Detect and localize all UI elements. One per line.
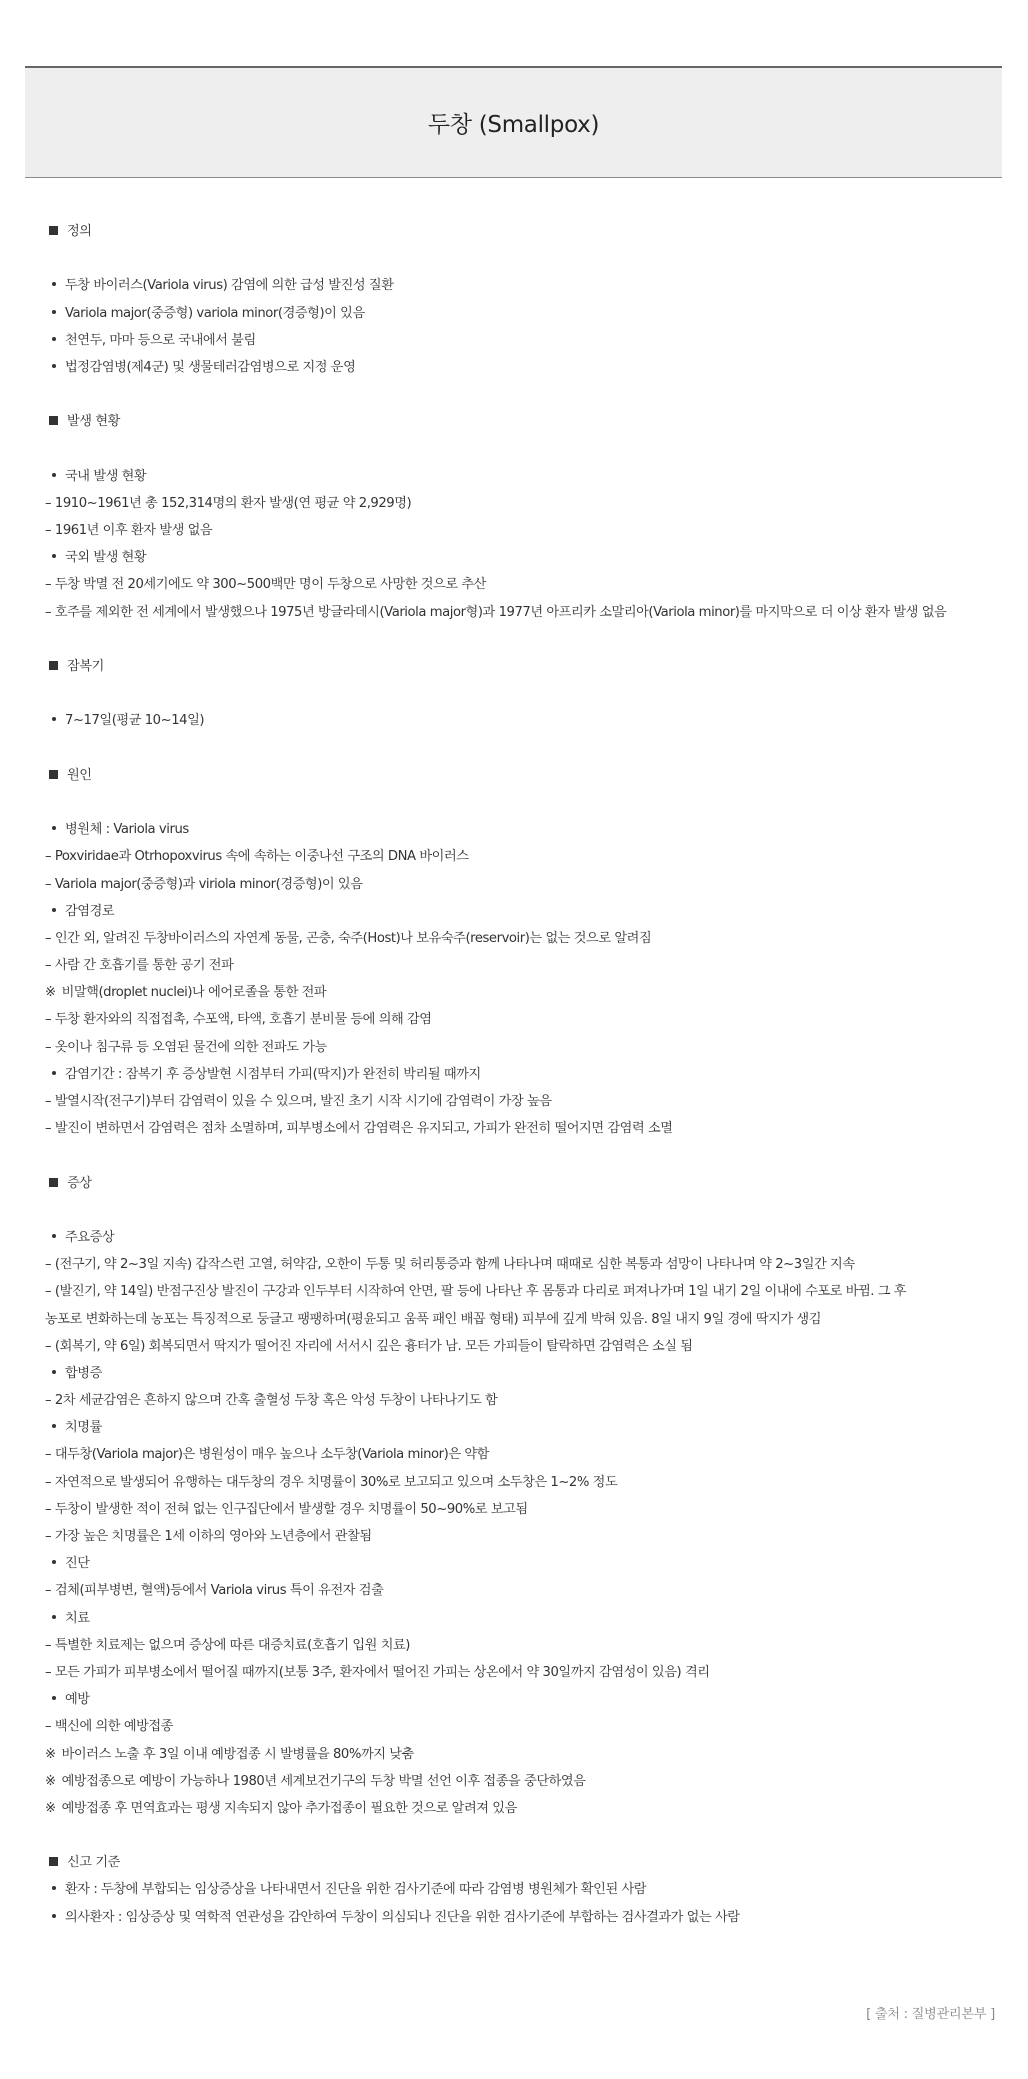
- item-text: 진단: [65, 1556, 90, 1572]
- item-text: 합병증: [65, 1365, 102, 1381]
- item-text: – 가장 높은 치명률은 1세 이하의 영아와 노년층에서 관찰됨: [45, 1529, 372, 1544]
- item-text: – Variola major(중증형)과 viriola minor(경증형)이 있음: [45, 876, 363, 892]
- item-text: – 1961년 이후 환자 발생 없음: [45, 523, 213, 539]
- item-text: 예방접종으로 예방이 가능하나 1980년 세계보건기구의 두창 박멸 선언 이후 접종을 중단하였음: [61, 1773, 586, 1789]
- detail-item: [45, 517, 1005, 544]
- heading-spacer: [45, 245, 1005, 272]
- bullet-dot-icon: [52, 1370, 56, 1374]
- section-spacer: [45, 381, 1005, 408]
- item-text: 예방: [65, 1692, 90, 1708]
- note-item: [45, 1795, 1005, 1822]
- item-text: – 발진이 변하면서 감염력은 점차 소멸하며, 피부병소에서 감염력은 유지되고, 가피가 완전히 떨어지면 감염력 소멸: [45, 1121, 673, 1137]
- detail-item: [45, 871, 1005, 898]
- section-spacer: [45, 1142, 1005, 1169]
- item-text: 바이러스 노출 후 3일 이내 예방접종 시 발병률을 80%까지 낮춤: [61, 1746, 414, 1762]
- bullet-item: [45, 300, 1005, 327]
- heading-spacer: [45, 436, 1005, 463]
- item-text: – (전구기, 약 2~3일 지속) 갑작스런 고열, 허약감, 오한이 두통 및 허리통증과 함께 나타나며 때때로 심한 복통과 섬망이 나타나며 약 2~3일간 지속: [45, 1257, 855, 1273]
- bullet-dot-icon: [52, 1615, 56, 1619]
- item-text: 감염경로: [65, 903, 115, 919]
- section-heading-text: 원인: [67, 767, 92, 783]
- detail-item: [45, 1496, 1005, 1523]
- item-text: – 두창 환자와의 직접접촉, 수포액, 타액, 호흡기 분비물 등에 의해 감염: [45, 1012, 432, 1028]
- bullet-dot-icon: [52, 337, 56, 341]
- item-text: – (발진기, 약 14일) 반점구진상 발진이 구강과 인두부터 시작하여 안면, 팔 등에 나타난 후 몸통과 다리로 퍼져나가며 1일 내기 2일 이내에 수포로 바뀜. 그 후: [45, 1284, 907, 1300]
- detail-item: [45, 1333, 1005, 1360]
- bullet-dot-icon: [52, 282, 56, 286]
- section-heading-text: 신고 기준: [67, 1855, 120, 1871]
- bullet-dot-icon: [52, 473, 56, 477]
- item-text: 천연두, 마마 등으로 국내에서 불림: [65, 332, 256, 348]
- item-text: – 발열시작(전구기)부터 감염력이 있을 수 있으며, 발진 초기 시작 시기에 감염력이 가장 높음: [45, 1094, 552, 1109]
- section-heading-text: 증상: [67, 1175, 92, 1191]
- bullet-dot-icon: [52, 554, 56, 558]
- bullet-dot-icon: [52, 1424, 56, 1428]
- bullet-item: [45, 463, 1005, 490]
- detail-item: [45, 1387, 1005, 1414]
- item-text: Variola major(중증형) variola minor(경증형)이 있음: [65, 305, 365, 321]
- bullet-item: [45, 272, 1005, 299]
- source-credit: [ 출처 : 질병관리본부 ]: [866, 2007, 995, 2022]
- detail-item: [45, 843, 1005, 870]
- square-bullet-icon: [49, 661, 58, 670]
- detail-item: [45, 571, 1005, 598]
- item-text: 환자 : 두창에 부합되는 임상증상을 나타내면서 진단을 위한 검사기준에 따라 감염병 병원체가 확인된 사람: [65, 1882, 647, 1898]
- item-text: 비말핵(droplet nuclei)나 에어로졸을 통한 전파: [61, 985, 327, 1001]
- bullet-item: [45, 327, 1005, 354]
- page-title: 두창 (Smallpox): [427, 112, 600, 138]
- bullet-item: [45, 707, 1005, 734]
- detail-item: [45, 1251, 1005, 1278]
- detail-item: [45, 1659, 1005, 1686]
- bullet-dot-icon: [52, 364, 56, 368]
- section-heading: [45, 408, 1005, 435]
- bullet-dot-icon: [52, 1696, 56, 1700]
- square-bullet-icon: [49, 1857, 58, 1866]
- item-text: 치료: [65, 1610, 90, 1626]
- detail-item: [45, 1469, 1005, 1496]
- item-text: 병원체 : Variola virus: [65, 822, 189, 838]
- item-text: 농포로 변화하는데 농포는 특징적으로 둥글고 팽팽하며(평윤되고 움푹 패인 배꼽 형태) 피부에 깊게 박혀 있음. 8일 내지 9일 경에 딱지가 생김: [45, 1311, 822, 1327]
- article-content: [45, 218, 1005, 1931]
- section-heading: [45, 653, 1005, 680]
- item-text: 국외 발생 현황: [65, 550, 147, 566]
- item-text: 국내 발생 현황: [65, 468, 147, 484]
- bullet-dot-icon: [52, 1886, 56, 1890]
- bullet-item: [45, 1605, 1005, 1632]
- item-text: – 백신에 의한 예방접종: [45, 1719, 173, 1735]
- detail-item: [45, 1006, 1005, 1033]
- section-heading-text: 잠복기: [67, 659, 104, 674]
- bullet-item: [45, 1550, 1005, 1577]
- heading-spacer: [45, 680, 1005, 707]
- item-text: 주요증상: [65, 1229, 115, 1245]
- item-text: – 인간 외, 알려진 두창바이러스의 자연계 동물, 곤충, 숙주(Host)나 보유숙주(reservoir)는 없는 것으로 알려짐: [45, 930, 652, 946]
- detail-item: [45, 925, 1005, 952]
- item-text: 치명률: [65, 1420, 102, 1436]
- note-mark-icon: ※: [45, 1800, 56, 1816]
- bullet-item: [45, 354, 1005, 381]
- item-text: 감염기간 : 잠복기 후 증상발현 시점부터 가피(딱지)가 완전히 박리될 때까지: [65, 1066, 481, 1082]
- bullet-item: [45, 1876, 1005, 1903]
- section-spacer: [45, 1822, 1005, 1849]
- note-item: [45, 1768, 1005, 1795]
- bullet-dot-icon: [52, 1560, 56, 1564]
- section-spacer: [45, 735, 1005, 762]
- section-heading-text: 발생 현황: [67, 414, 120, 430]
- bullet-item: [45, 544, 1005, 571]
- item-text: 예방접종 후 면역효과는 평생 지속되지 않아 추가접종이 필요한 것으로 알려져 있음: [61, 1800, 517, 1816]
- title-box: [25, 66, 1002, 178]
- heading-spacer: [45, 1197, 1005, 1224]
- detail-item: [45, 1713, 1005, 1740]
- bullet-dot-icon: [52, 310, 56, 314]
- detail-item: [45, 952, 1005, 979]
- item-text: – 자연적으로 발생되어 유행하는 대두창의 경우 치명률이 30%로 보고되고 있으며 소두창은 1~2% 정도: [45, 1474, 618, 1490]
- item-text: 법정감염병(제4군) 및 생물테러감염병으로 지정 운영: [65, 359, 356, 375]
- item-text: – Poxviridae과 Otrhopoxvirus 속에 속하는 이중나선 구조의 DNA 바이러스: [45, 849, 469, 865]
- square-bullet-icon: [49, 1178, 58, 1187]
- item-text: 두창 바이러스(Variola virus) 감염에 의한 급성 발진성 질환: [65, 278, 394, 294]
- item-text: 7~17일(평균 10~14일): [65, 713, 205, 729]
- item-text: – 두창 박멸 전 20세기에도 약 300~500백만 명이 두창으로 사망한 것으로 추산: [45, 577, 486, 593]
- bullet-item: [45, 1414, 1005, 1441]
- item-text: – 두창이 발생한 적이 전혀 없는 인구집단에서 발생할 경우 치명률이 50~90%로 보고됨: [45, 1501, 528, 1517]
- bullet-dot-icon: [52, 826, 56, 830]
- item-text: – 호주를 제외한 전 세계에서 발생했으나 1975년 방글라데시(Variola major형)과 1977년 아프리카 소말리아(Variola minor)를 마지막으로 더 이상 환자 발생 없음: [45, 604, 947, 620]
- bullet-dot-icon: [52, 908, 56, 912]
- detail-item: [45, 599, 1005, 626]
- bullet-item: [45, 1904, 1005, 1931]
- detail-item: [45, 1088, 1005, 1115]
- section-heading: [45, 762, 1005, 789]
- bullet-dot-icon: [52, 1234, 56, 1238]
- detail-item: [45, 490, 1005, 517]
- bullet-item: [45, 816, 1005, 843]
- detail-item: [45, 1278, 1005, 1305]
- section-heading: [45, 218, 1005, 245]
- item-text: – 1910~1961년 총 152,314명의 환자 발생(연 평균 약 2,929명): [45, 495, 412, 511]
- section-heading-text: 정의: [67, 224, 92, 239]
- note-item: [45, 1741, 1005, 1768]
- bullet-item: [45, 898, 1005, 925]
- detail-item: [45, 1632, 1005, 1659]
- bullet-item: [45, 1061, 1005, 1088]
- bullet-dot-icon: [52, 717, 56, 721]
- section-spacer: [45, 626, 1005, 653]
- item-text: 의사환자 : 임상증상 및 역학적 연관성을 감안하여 두창이 의심되나 진단을 위한 검사기준에 부합하는 검사결과가 없는 사람: [65, 1909, 740, 1925]
- item-text: – 옷이나 침구류 등 오염된 물건에 의한 전파도 가능: [45, 1039, 327, 1055]
- item-text: – 모든 가피가 피부병소에서 떨어질 때까지(보통 3주, 환자에서 떨어진 가피는 상온에서 약 30일까지 감염성이 있음) 격리: [45, 1664, 710, 1680]
- bullet-item: [45, 1224, 1005, 1251]
- square-bullet-icon: [49, 416, 58, 425]
- item-text: – (회복기, 약 6일) 회복되면서 딱지가 떨어진 자리에 서서시 깊은 흉터가 남. 모든 가피들이 탈락하면 감염력은 소실 됨: [45, 1338, 693, 1354]
- detail-item: [45, 1306, 1005, 1333]
- note-mark-icon: ※: [45, 1773, 56, 1789]
- item-text: – 사람 간 호흡기를 통한 공기 전파: [45, 958, 234, 974]
- detail-item: [45, 1577, 1005, 1604]
- bullet-dot-icon: [52, 1914, 56, 1918]
- square-bullet-icon: [49, 770, 58, 779]
- note-item: [45, 979, 1005, 1006]
- item-text: – 대두창(Variola major)은 병원성이 매우 높으나 소두창(Variola minor)은 약함: [45, 1447, 489, 1463]
- detail-item: [45, 1034, 1005, 1061]
- bullet-item: [45, 1360, 1005, 1387]
- detail-item: [45, 1115, 1005, 1142]
- heading-spacer: [45, 789, 1005, 816]
- note-mark-icon: ※: [45, 1746, 56, 1762]
- note-mark-icon: ※: [45, 985, 56, 1001]
- detail-item: [45, 1441, 1005, 1468]
- bullet-item: [45, 1686, 1005, 1713]
- section-heading: [45, 1170, 1005, 1197]
- item-text: – 특별한 치료제는 없으며 증상에 따른 대증치료(호흡기 입원 치료): [45, 1637, 410, 1653]
- detail-item: [45, 1523, 1005, 1550]
- item-text: – 검체(피부병변, 혈액)등에서 Variola virus 특이 유전자 검출: [45, 1583, 384, 1599]
- section-heading: [45, 1849, 1005, 1876]
- square-bullet-icon: [49, 226, 58, 235]
- item-text: – 2차 세균감염은 흔하지 않으며 간혹 출혈성 두창 혹은 악성 두창이 나타나기도 함: [45, 1393, 498, 1409]
- bullet-dot-icon: [52, 1071, 56, 1075]
